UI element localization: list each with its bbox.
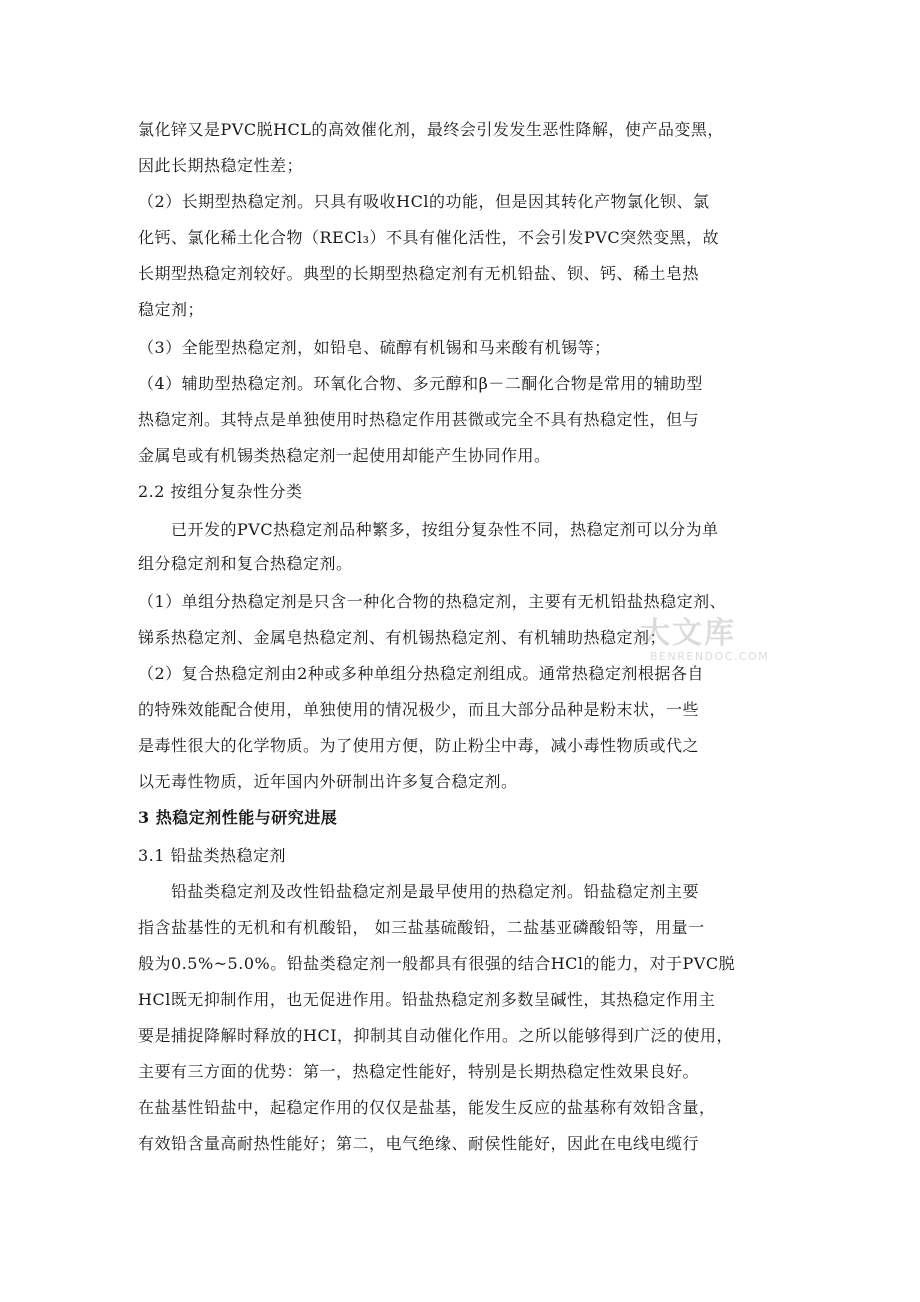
text-line: 是毒性很大的化学物质。为了使用方便，防止粉尘中毒，减小毒性物质或代之 — [138, 736, 700, 755]
section-heading: 2.2 按组分复杂性分类 — [138, 482, 303, 501]
text-line: 要是捕捉降解时释放的HCI，抑制其自动催化作用。之所以能够得到广泛的使用， — [138, 1026, 734, 1045]
text-line: 铅盐类稳定剂及改性铅盐稳定剂是最早使用的热稳定剂。铅盐稳定剂主要 — [138, 882, 700, 901]
text-line: 有效铅含量高耐热性能好；第二，电气绝缘、耐侯性能好，因此在电线电缆行 — [138, 1134, 700, 1153]
text-line: （1）单组分热稳定剂是只含一种化合物的热稳定剂，主要有无机铅盐热稳定剂、 — [138, 592, 727, 611]
text-line: 以无毒性物质，近年国内外研制出许多复合稳定剂。 — [138, 772, 518, 791]
text-line: （2）长期型热稳定剂。只具有吸收HCl的功能，但是因其转化产物氯化钡、氯 — [138, 192, 710, 211]
text-line: 氯化锌又是PVC脱HCL的高效催化剂，最终会引发发生恶性降解，使产品变黑， — [138, 120, 724, 139]
text-line: 指含盐基性的无机和有机酸铅， 如三盐基硫酸铅，二盐基亚磷酸铅等，用量一 — [138, 918, 705, 937]
text-line: 般为0.5%~5.0%。铅盐类稳定剂一般都具有很强的结合HCl的能力，对于PVC脱 — [138, 954, 736, 973]
text-line: 热稳定剂。其特点是单独使用时热稳定作用甚微或完全不具有热稳定性，但与 — [138, 410, 700, 429]
text-line: 的特殊效能配合使用，单独使用的情况极少，而且大部分品种是粉末状，一些 — [138, 700, 700, 719]
text-line: 因此长期热稳定性差； — [138, 156, 304, 175]
chapter-heading: 3 热稳定剂性能与研究进展 — [138, 808, 338, 827]
text-line: 在盐基性铅盐中，起稳定作用的仅仅是盐基，能发生反应的盐基称有效铅含量， — [138, 1098, 716, 1117]
watermark-subtitle: BENRENDOC.COM — [650, 650, 770, 663]
text-line: 化钙、氯化稀土化合物（RECl₃）不具有催化活性，不会引发PVC突然变黑，故 — [138, 228, 720, 247]
text-line: 锑系热稳定剂、金属皂热稳定剂、有机锡热稳定剂、有机辅助热稳定剂； — [138, 628, 667, 647]
text-line: HCl既无抑制作用，也无促进作用。铅盐热稳定剂多数呈碱性，其热稳定作用主 — [138, 990, 716, 1009]
text-line: 金属皂或有机锡类热稳定剂一起使用却能产生协同作用。 — [138, 446, 551, 465]
text-line: 已开发的PVC热稳定剂品种繁多，按组分复杂性不同，热稳定剂可以分为单 — [138, 520, 719, 539]
watermark-title: 大文库 — [640, 616, 736, 651]
text-line: （4）辅助型热稳定剂。环氧化合物、多元醇和β－二酮化合物是常用的辅助型 — [138, 374, 703, 393]
text-line: （3）全能型热稳定剂，如铅皂、硫醇有机锡和马来酸有机锡等； — [138, 338, 611, 357]
text-line: 长期型热稳定剂较好。典型的长期型热稳定剂有无机铅盐、钡、钙、稀土皂热 — [138, 264, 700, 283]
text-line: 主要有三方面的优势：第一，热稳定性能好，特别是长期热稳定性效果良好。 — [138, 1062, 700, 1081]
text-line: 稳定剂； — [138, 300, 205, 319]
section-heading: 3.1 铅盐类热稳定剂 — [138, 846, 287, 865]
text-line: （2）复合热稳定剂由2种或多种单组分热稳定剂组成。通常热稳定剂根据各自 — [138, 664, 704, 683]
text-line: 组分稳定剂和复合热稳定剂。 — [138, 554, 353, 573]
